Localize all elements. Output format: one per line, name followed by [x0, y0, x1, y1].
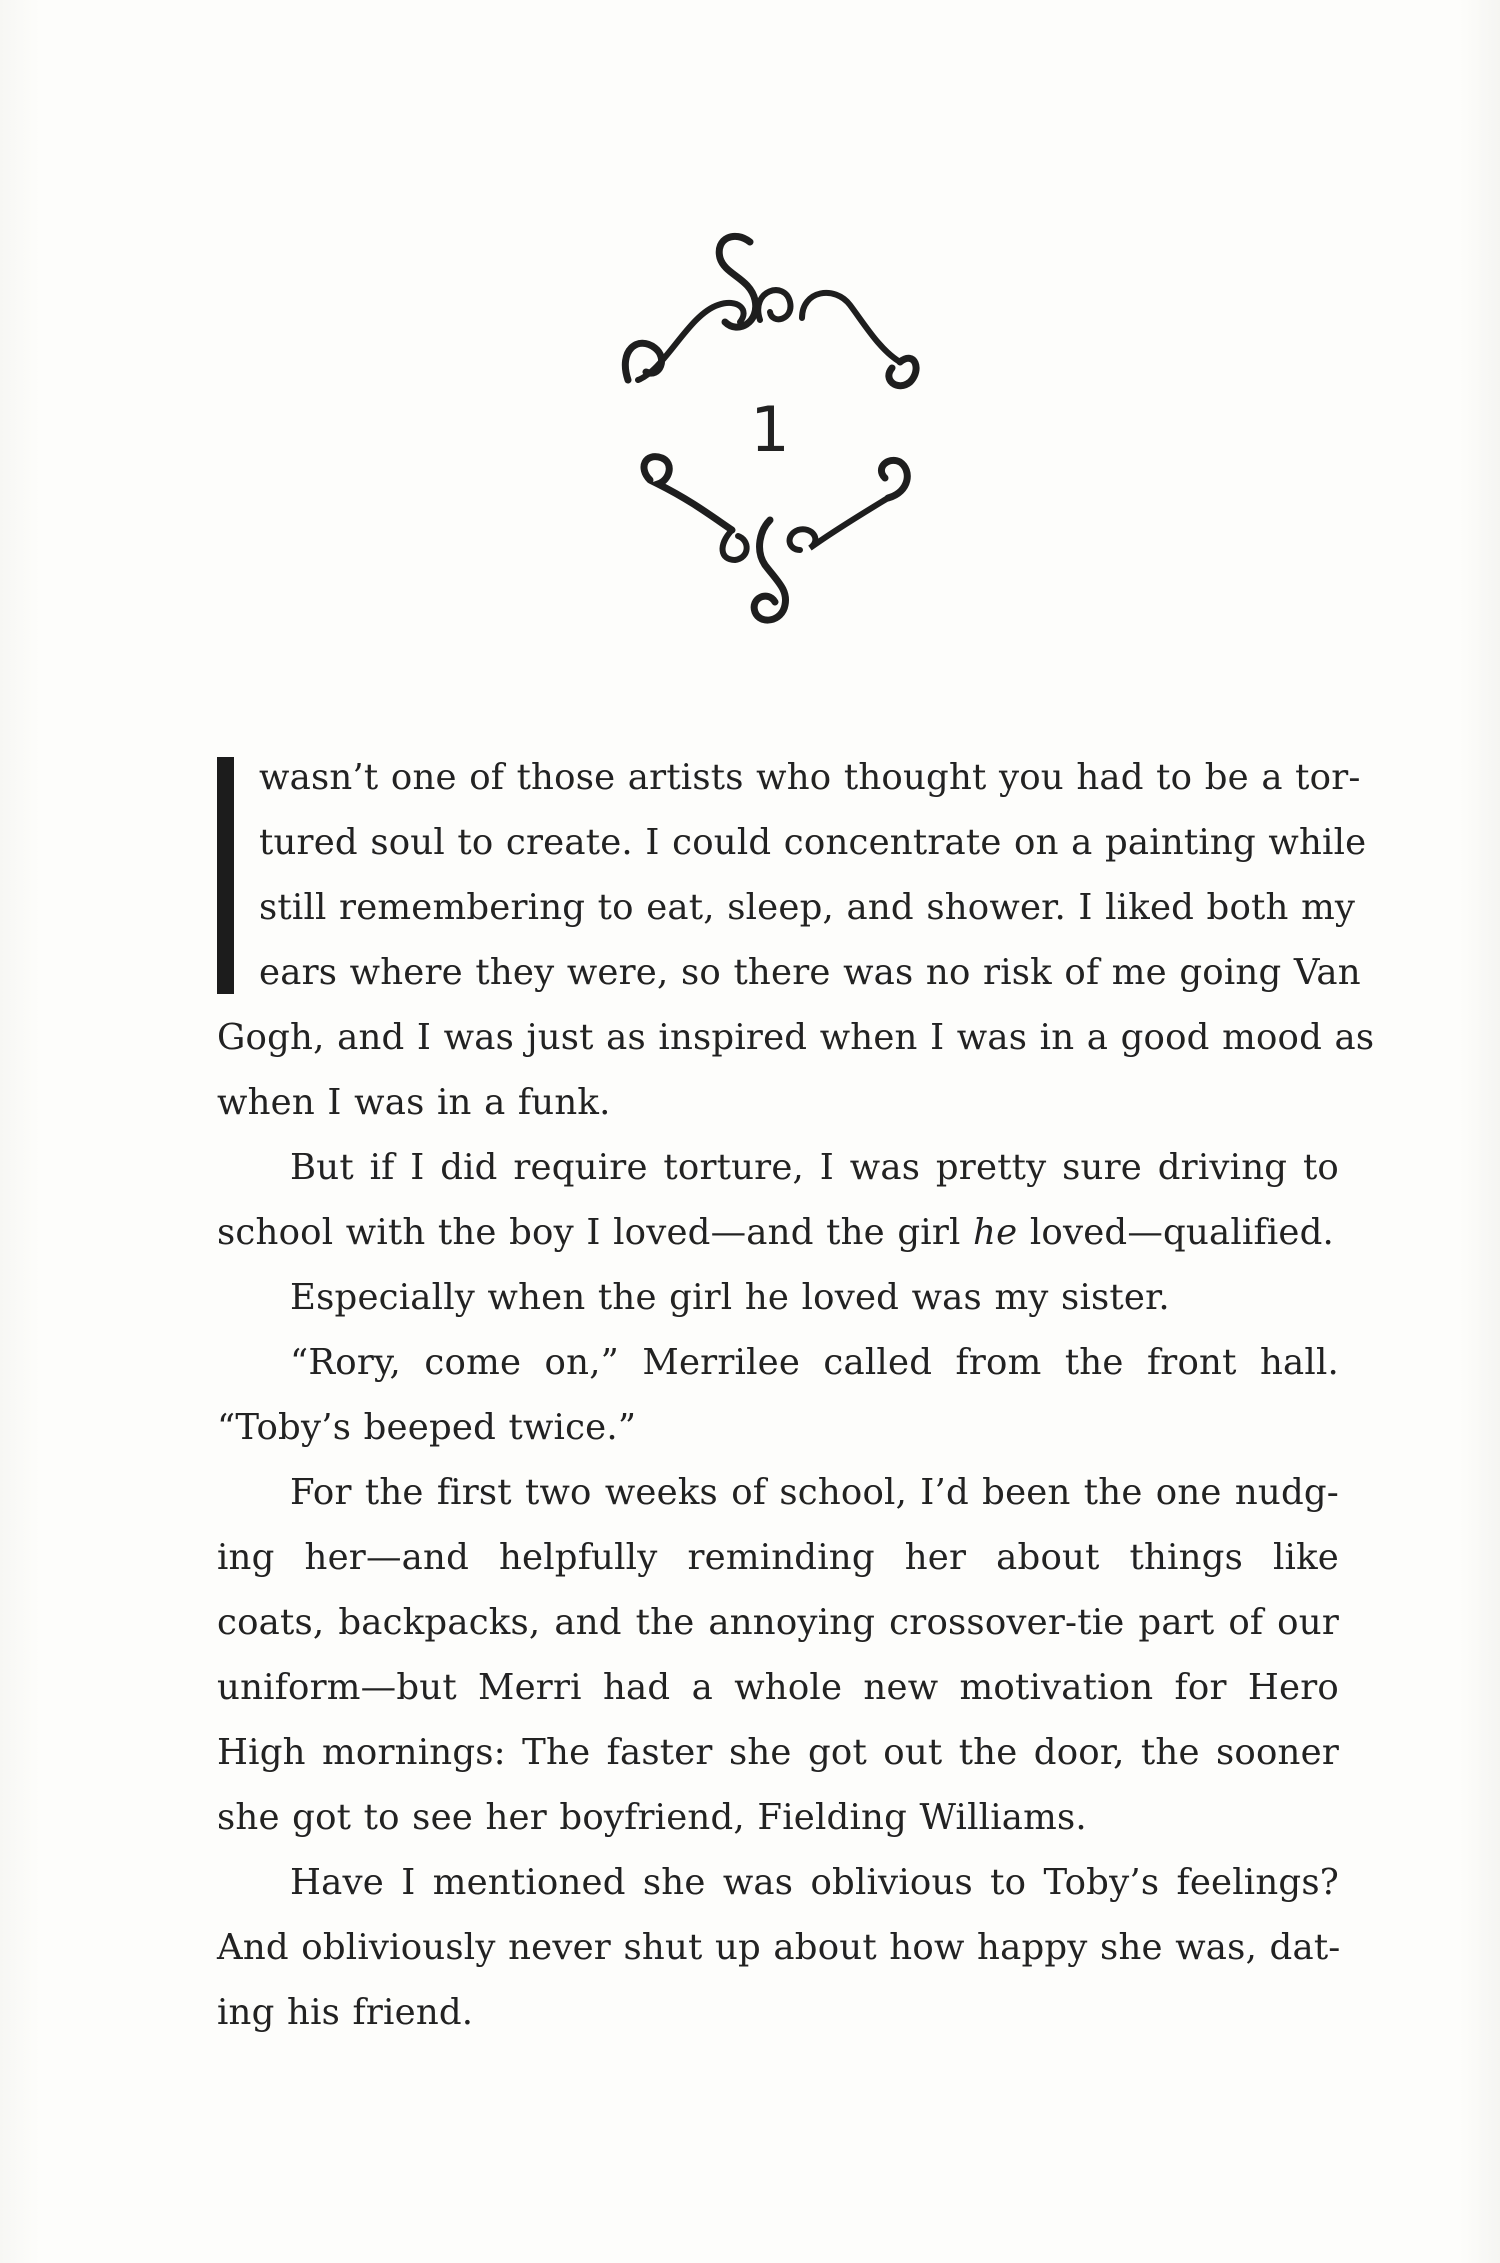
text-line: Especially when the girl he loved was my sister.: [290, 1277, 1170, 1318]
chapter-body: [217, 745, 1375, 2045]
text-line: Gogh, and I was just as inspired when I was in a good mood as: [217, 1017, 1375, 1058]
text-line: wasn’t one of those artists who thought you had to be a tor-: [259, 757, 1361, 798]
text-line: coats, backpacks, and the annoying crossover-tie part of our: [217, 1602, 1339, 1643]
paragraph-3: [217, 1265, 1339, 1330]
paragraph-4: [217, 1330, 1339, 1460]
text-line: Have I mentioned she was oblivious to Toby’s feelings?: [290, 1862, 1339, 1903]
paragraph-1: [217, 745, 1375, 1135]
text-line: tured soul to create. I could concentrate on a painting while: [259, 822, 1367, 863]
paragraph-6: [217, 1850, 1339, 2045]
text-line: High mornings: The faster she got out the door, the sooner: [217, 1732, 1339, 1773]
text-line: uniform—but Merri had a whole new motivation for Hero: [217, 1667, 1339, 1708]
text-line: ing her—and helpfully reminding her about things like: [217, 1537, 1339, 1578]
text-line: And obliviously never shut up about how happy she was, dat-: [217, 1927, 1341, 1968]
paragraph-2: [217, 1135, 1339, 1265]
paragraph-5: [217, 1460, 1339, 1850]
text-line: But if I did require torture, I was pretty sure driving to: [290, 1147, 1339, 1188]
chapter-number: 1: [750, 393, 790, 466]
text-line: [217, 1200, 1339, 1265]
text-line: when I was in a funk.: [217, 1082, 611, 1123]
text-line: still remembering to eat, sleep, and shower. I liked both my: [259, 887, 1356, 928]
text-line: she got to see her boyfriend, Fielding Williams.: [217, 1797, 1087, 1838]
drop-cap: [217, 757, 234, 994]
emphasis-text: he: [973, 1212, 1018, 1253]
text-line: For the first two weeks of school, I’d been the one nudg-: [290, 1472, 1339, 1513]
text-line: ears where they were, so there was no risk of me going Van: [259, 952, 1361, 993]
text-line: “Rory, come on,” Merrilee called from the front hall.: [290, 1342, 1339, 1383]
text-run: school with the boy I loved—and the girl: [217, 1212, 974, 1253]
text-line: “Toby’s beeped twice.”: [217, 1407, 637, 1448]
text-run: loved—qualified.: [1017, 1212, 1334, 1253]
text-line: ing his friend.: [217, 1992, 474, 2033]
